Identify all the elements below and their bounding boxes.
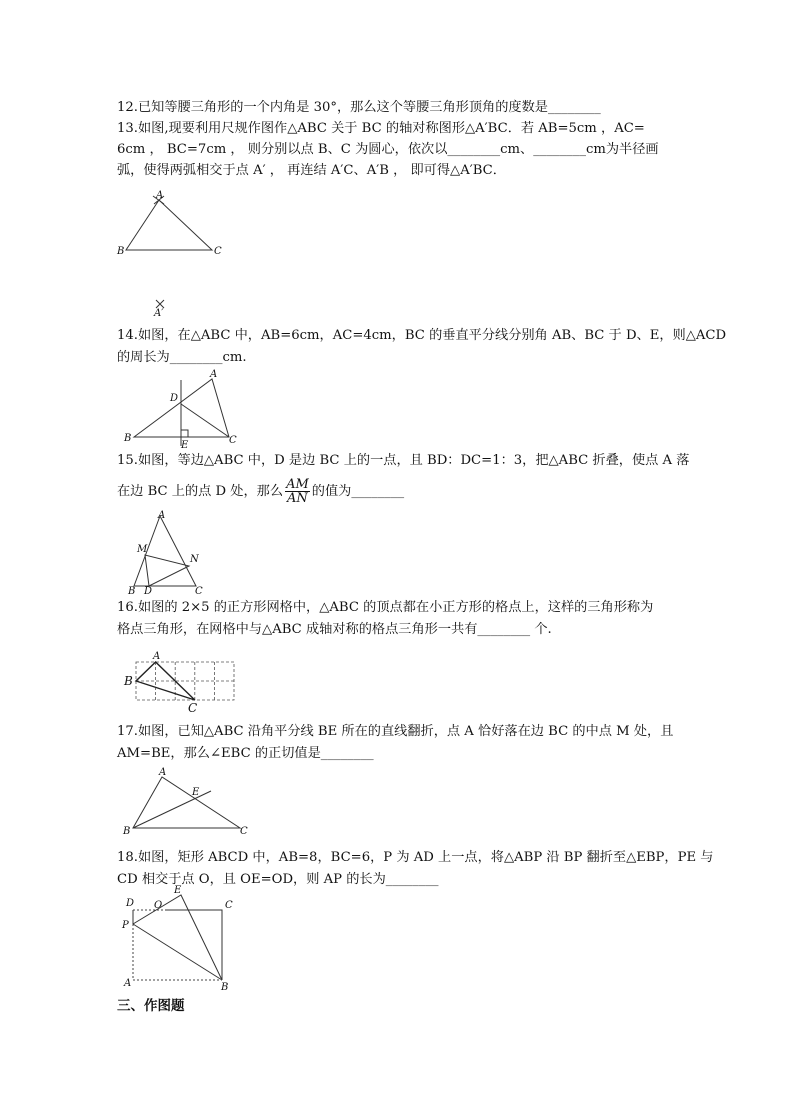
q16-text-line2: 格点三角形，在网格中与△ABC 成轴对称的格点三角形一共有________ 个. [117, 622, 552, 637]
section-heading: 三、作图题 [117, 998, 185, 1014]
q13-label-aprime: A′ [154, 308, 164, 319]
q17-text-line2: AM=BE，那么∠EBC 的正切值是________ [117, 746, 374, 761]
q15-label-n: N [190, 554, 199, 565]
q15-label-b: B [128, 586, 136, 597]
q15-fraction-denominator: AN [287, 491, 308, 506]
q13-text-line2: 6cm ， BC=7cm ， 则分别以点 B、C 为圆心，依次以________cm、________cm为半径画 [117, 142, 659, 157]
q16-triangle-abc [136, 662, 195, 700]
q13-figure [112, 188, 232, 323]
q15-label-m: M [137, 544, 148, 555]
q15-text-suffix: 的值为________ [311, 484, 405, 499]
q16-grid-column-lines [156, 662, 215, 700]
q17-label-b: B [123, 826, 131, 837]
q14-label-d: D [170, 393, 179, 404]
q13-text-line3: 弧，使得两弧相交于点 A′ ， 再连结 A′C、A′B ， 即可得△A′BC． [117, 163, 506, 178]
q13-arc-mark-aprime [156, 300, 164, 308]
q15-text-line2 [117, 478, 404, 505]
q16-text-line1: 16.如图的 2×5 的正方形网格中，△ABC 的顶点都在小正方形的格点上，这样的三角形称为 [117, 600, 654, 615]
q16-figure [118, 648, 246, 716]
q18-label-o: O [154, 900, 163, 911]
q13-label-c: C [214, 246, 222, 257]
q13-text-line1: 13.如图,现要利用尺规作图作△ABC 关于 BC 的轴对称图形△A′BC．若 AB=5cm ，AC= [117, 121, 645, 136]
q14-right-angle-mark [181, 430, 188, 437]
q17-label-a: A [159, 767, 167, 778]
q18-label-e: E [174, 885, 182, 896]
q14-label-b: B [124, 433, 132, 444]
q14-text-line2: 的周长为________cm. [117, 350, 247, 365]
q15-fraction-numerator: AM [286, 477, 309, 492]
q18-label-b: B [221, 982, 229, 993]
q18-figure [118, 884, 248, 994]
q17-text-line1: 17.如图，已知△ABC 沿角平分线 BE 所在的直线翻折，点 A 恰好落在边 BC 的中点 M 处，且 [117, 724, 674, 739]
q15-label-d: D [144, 586, 153, 597]
q14-text-line1: 14.如图，在△ABC 中，AB=6cm，AC=4cm，BC 的垂直平分线分别角 AB、BC 于 D、E，则△ACD [117, 328, 727, 343]
q13-triangle-abc [126, 200, 212, 250]
q18-folded-triangle-ebp [133, 895, 222, 980]
q18-text-line2: CD 相交于点 O，且 OE=OD，则 AP 的长为________ [117, 872, 439, 887]
q14-label-c: C [229, 435, 237, 446]
q16-label-a: A [153, 651, 161, 662]
q17-label-c: C [240, 826, 248, 837]
q15-figure [124, 510, 224, 598]
q15-text-line1: 15.如图，等边△ABC 中，D 是边 BC 上的一点，且 BD：DC=1：3，把△ABC 折叠，使点 A 落 [117, 453, 690, 468]
q18-text-line1: 18.如图，矩形 ABCD 中，AB=8，BC=6，P 为 AD 上一点，将△ABP 沿 BP 翻折至△EBP，PE 与 [117, 850, 714, 865]
q14-label-a: A [210, 369, 218, 380]
q15-label-a: A [158, 510, 166, 521]
q18-label-p: P [122, 920, 129, 931]
q18-label-a: A [124, 978, 132, 989]
q18-label-d: D [126, 898, 135, 909]
q13-label-a: A [156, 190, 164, 201]
q15-fraction [285, 478, 310, 505]
q14-label-e: E [181, 440, 189, 450]
q16-label-c: C [188, 701, 198, 715]
q14-figure [120, 366, 250, 450]
q12-text: 12.已知等腰三角形的一个内角是 30°，那么这个等腰三角形顶角的度数是________ [117, 100, 601, 115]
q16-label-b: B [124, 674, 133, 688]
q17-label-e: E [192, 787, 200, 798]
q13-label-b: B [117, 246, 125, 257]
q18-label-c: C [225, 900, 233, 911]
q15-text-prefix: 在边 BC 上的点 D 处，那么 [117, 484, 284, 499]
q17-figure [118, 765, 253, 837]
q15-label-c: C [195, 586, 203, 597]
